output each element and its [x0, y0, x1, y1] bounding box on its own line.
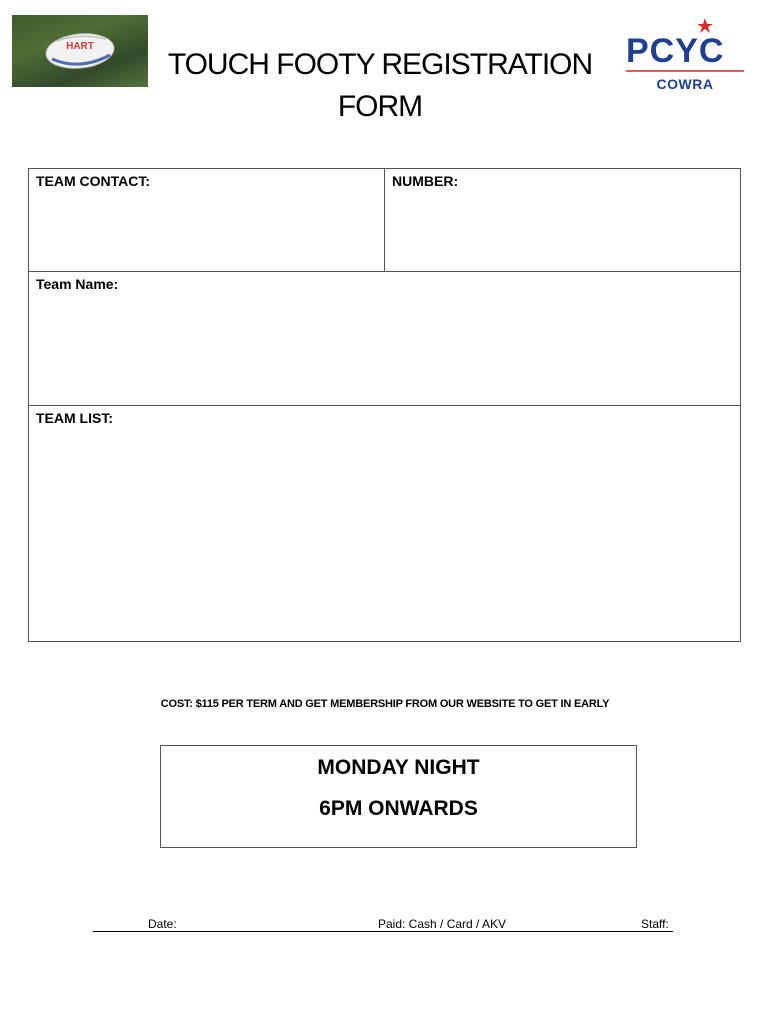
- team-list-label: TEAM LIST:: [36, 410, 113, 426]
- schedule-box: [160, 745, 637, 848]
- date-label: Date:: [148, 917, 177, 931]
- team-contact-field[interactable]: [29, 169, 385, 272]
- staff-label: Staff:: [641, 917, 669, 931]
- pcyc-logo-subtitle: COWRA: [656, 76, 714, 92]
- team-name-field[interactable]: [29, 272, 740, 406]
- schedule-time: 6PM ONWARDS: [319, 797, 478, 820]
- schedule-day: MONDAY NIGHT: [317, 756, 480, 779]
- page-title: [150, 44, 610, 128]
- pcyc-logo-text: PCYC: [626, 32, 725, 70]
- title-line-2: FORM: [337, 90, 423, 123]
- cost-text: COST: $115 PER TERM AND GET MEMBERSHIP FROM OUR WEBSITE TO GET IN EARLY: [160, 698, 610, 710]
- footer-rule: [93, 931, 673, 932]
- registration-form-table: [28, 168, 741, 642]
- team-name-label: Team Name:: [36, 276, 119, 292]
- hart-logo-image: [12, 15, 148, 87]
- title-line-1: TOUCH FOOTY REGISTRATION: [167, 48, 593, 81]
- star-icon: [697, 18, 713, 33]
- paid-label: Paid: Cash / Card / AKV: [378, 917, 507, 931]
- team-contact-label: TEAM CONTACT:: [36, 173, 151, 189]
- hart-logo-text: HART: [66, 41, 94, 52]
- team-list-field[interactable]: [29, 406, 740, 641]
- number-label: NUMBER:: [392, 173, 459, 189]
- number-field[interactable]: [385, 169, 740, 272]
